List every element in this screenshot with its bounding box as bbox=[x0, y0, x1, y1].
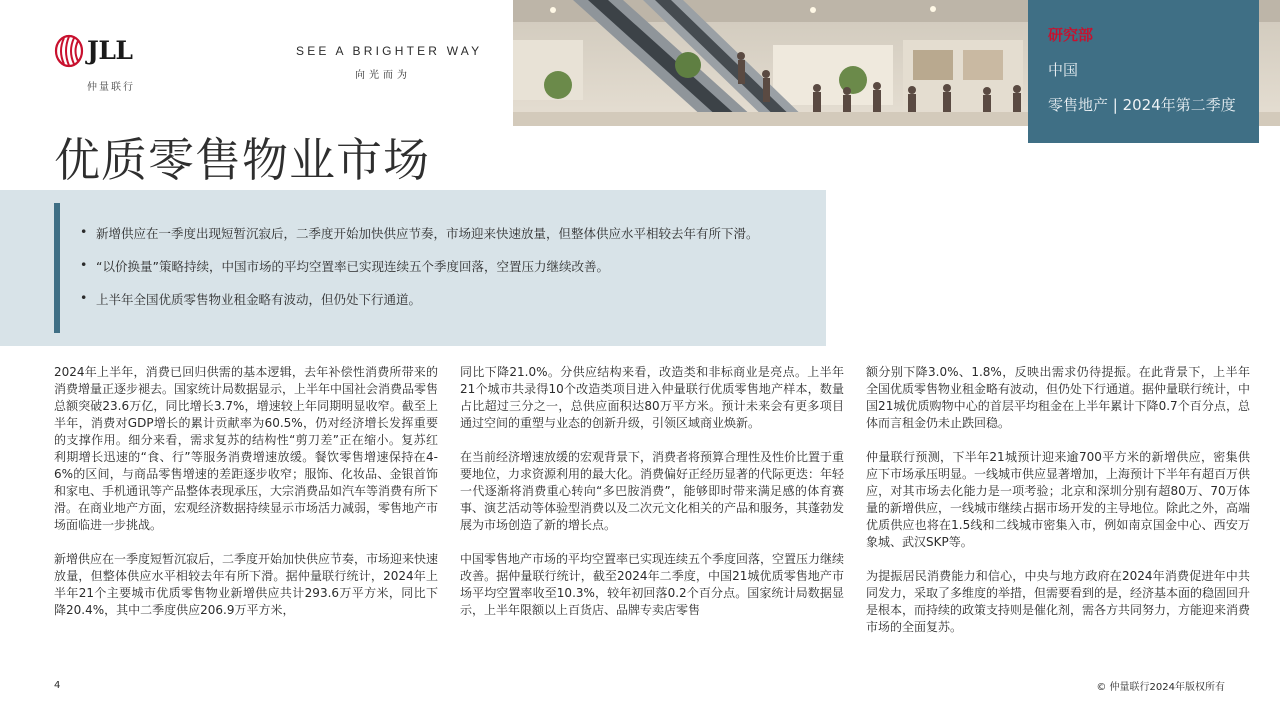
body-paragraph: 新增供应在一季度短暂沉寂后，二季度开始加快供应节奏，市场迎来快速放量，但整体供应水平相较去年有所下滑。据仲量联行统计，2024年上半年21个主要城市优质零售物业新增供应共计293.6万平方米，同比下降20.4%，其中二季度供应206.9万平方米， bbox=[54, 552, 439, 617]
body-paragraph: 在当前经济增速放缓的宏观背景下，消费者将预算合理性及性价比置于重要地位，力求资源利用的最大化。消费偏好正经历显著的代际更迭：年轻一代逐渐将消费重心转向“多巴胺消费”，能够即时带来满足感的体育赛事、演艺活动等体验型消费以及二次元文化相关的产品和服务，其蓬勃发展为市场创造了新的增长点。 bbox=[460, 450, 845, 532]
logo-wordmark: JLL bbox=[87, 36, 133, 65]
logo-subtitle: 仲量联行 bbox=[87, 82, 135, 93]
page-title: 优质零售物业市场 bbox=[54, 133, 430, 187]
highlights-panel bbox=[0, 190, 826, 346]
jll-logo-icon bbox=[54, 34, 84, 68]
research-department: 研究部 bbox=[1048, 26, 1094, 44]
body-paragraph: 仲量联行预测，下半年21城预计迎来逾700平方米的新增供应，密集供应下市场承压明显。一线城市供应显著增加，上海预计下半年有超百万供应，对其市场去化能力是一项考验；北京和深圳分别有超80万、70万体量的新增供应，一线城市继续占据市场开发的主导地位。除此之外，高端优质供应也将在1.5线和二线城市密集入市，例如南京国金中心、西安万象城、武汉SKP等。 bbox=[866, 450, 1251, 549]
body-column-3 bbox=[866, 364, 1250, 653]
highlights-accent-bar bbox=[54, 203, 60, 333]
research-info-box bbox=[1028, 0, 1259, 143]
jll-logo bbox=[54, 34, 144, 94]
body-paragraph: 中国零售地产市场的平均空置率已实现连续五个季度回落，空置压力继续改善。据仲量联行统计，截至2024年二季度，中国21城优质零售地产市场平均空置率收至10.3%，较年初回落0.2个百分点。国家统计局数据显示，上半年限额以上百货店、品牌专卖店零售 bbox=[460, 552, 845, 617]
body-paragraph: 额分别下降3.0%、1.8%，反映出需求仍待提振。在此背景下，上半年全国优质零售物业租金略有波动，但仍处下行通道。据仲量联行统计，中国21城优质购物中心的首层平均租金在上半年累计下降0.7个百分点，总体而言租金仍未止跌回稳。 bbox=[866, 365, 1251, 430]
body-column-1 bbox=[54, 364, 438, 636]
tagline: SEE A BRIGHTER WAY bbox=[296, 44, 483, 58]
highlight-item: • 新增供应在一季度出现短暂沉寂后，二季度开始加快供应节奏，市场迎来快速放量，但整体供应水平相较去年有所下滑。 bbox=[80, 224, 759, 257]
research-country: 中国 bbox=[1048, 61, 1079, 79]
tagline-cn: 向光而为 bbox=[355, 70, 411, 81]
highlights-list bbox=[80, 224, 759, 323]
page-number: 4 bbox=[54, 680, 61, 691]
body-paragraph: 同比下降21.0%。分供应结构来看，改造类和非标商业是亮点。上半年21个城市共录得10个改造类项目进入仲量联行优质零售地产样本，数量占比超过三分之一，总供应面积达80万平方米。预计未来会有更多项目通过空间的重塑与业态的创新升级，引领区域商业焕新。 bbox=[460, 365, 844, 430]
body-column-2 bbox=[460, 364, 844, 636]
highlight-item: • 上半年全国优质零售物业租金略有波动，但仍处下行通道。 bbox=[80, 290, 759, 323]
body-paragraph: 2024年上半年，消费已回归供需的基本逻辑，去年补偿性消费所带来的消费增量正逐步褪去。国家统计局数据显示，上半年中国社会消费品零售总额突破23.6万亿，同比增长3.7%，增速较上年同期明显收窄。截至上半年，消费对GDP增长的累计贡献率为60.5%，仍对经济增长发挥重要的支撑作用。细分来看，需求复苏的结构性“剪刀差”正在缩小。复苏红利期增长迅速的“食、行”等服务消费增速放缓。餐饮零售增速保持在4-6%的区间，与商品零售增速的差距逐步收窄；服饰、化妆品、金银首饰和家电、手机通讯等产品整体表现承压，大宗消费品如汽车等消费有所下滑。在商业地产方面，宏观经济数据持续显示市场活力减弱，零售地产市场面临进一步挑战。 bbox=[54, 365, 439, 532]
research-topic: 零售地产 | 2024年第二季度 bbox=[1048, 96, 1236, 114]
highlight-item: • “以价换量”策略持续，中国市场的平均空置率已实现连续五个季度回落，空置压力继续改善。 bbox=[80, 257, 759, 290]
body-paragraph: 为提振居民消费能力和信心，中央与地方政府在2024年消费促进年中共同发力，采取了多维度的举措，但需要看到的是，经济基本面的稳固回升是根本，而持续的政策支持则是催化剂，需各方共同努力，方能迎来消费市场的全面复苏。 bbox=[866, 569, 1251, 634]
copyright-notice: © 仲量联行2024年版权所有 bbox=[1096, 682, 1225, 693]
